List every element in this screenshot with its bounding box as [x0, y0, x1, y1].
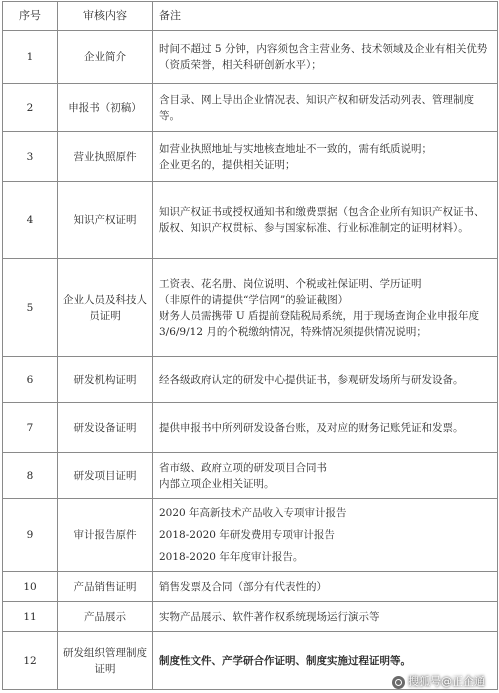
header-row: [3, 2, 498, 31]
row-index: 1: [3, 31, 58, 84]
row-item: 研发机构证明: [58, 357, 153, 403]
table-row: [3, 499, 498, 572]
row-item: 企业简介: [58, 31, 153, 84]
row-index: 12: [3, 632, 58, 690]
row-item: 产品展示: [58, 602, 153, 632]
header-audit-content: 审核内容: [58, 2, 153, 31]
row-index: 10: [3, 572, 58, 602]
row-item: 研发项目证明: [58, 453, 153, 499]
row-notes: 制度性文件、产学研合作证明、制度实施过程证明等。: [153, 632, 498, 690]
row-item: 企业人员及科技人员证明: [58, 259, 153, 357]
row-item: 申报书（初稿）: [58, 84, 153, 132]
table-row: [3, 182, 498, 259]
row-notes: 工资表、花名册、岗位说明、个税或社保证明、学历证明 （非原件的请提供“学信网”的验证截图） 财务人员需携带 U 盾提前登陆税局系统，用于现场查询企业申报年度 3/6/9/12 月的个税缴纳情况，特殊情况须提供情况说明；: [153, 259, 498, 357]
row-item: 知识产权证明: [58, 182, 153, 259]
watermark: [392, 673, 485, 689]
row-notes: 如营业执照地址与实地核查地址不一致的，需有纸质说明； 企业更名的，提供相关证明；: [153, 132, 498, 182]
row-item: 审计报告原件: [58, 499, 153, 572]
row-item: 研发组织管理制度证明: [58, 632, 153, 690]
audit-table: [2, 1, 498, 690]
header-index: 序号: [3, 2, 58, 31]
header-remarks: 备注: [153, 2, 498, 31]
row-notes: 知识产权证书或授权通知书和缴费票据（包含企业所有知识产权证书、版权、知识产权贯标、参与国家标准、行业标准制定的证明材料）。: [153, 182, 498, 259]
row-index: 6: [3, 357, 58, 403]
row-notes: 含目录、网上导出企业情况表、知识产权和研发活动列表、管理制度等。: [153, 84, 498, 132]
row-item: 营业执照原件: [58, 132, 153, 182]
table-row: [3, 84, 498, 132]
row-index: 9: [3, 499, 58, 572]
row-index: 4: [3, 182, 58, 259]
table-row: [3, 453, 498, 499]
row-notes: 实物产品展示、软件著作权系统现场运行演示等: [153, 602, 498, 632]
row-notes: 2020 年高新技术产品收入专项审计报告 2018-2020 年研发费用专项审计报告 2018-2020 年年度审计报告。: [153, 499, 498, 572]
table-row: [3, 357, 498, 403]
row-index: 3: [3, 132, 58, 182]
row-notes: 省市级、政府立项的研发项目合同书 内部立项企业相关证明。: [153, 453, 498, 499]
row-index: 2: [3, 84, 58, 132]
watermark-text: 搜狐号@正企通: [408, 675, 485, 688]
row-index: 7: [3, 403, 58, 453]
table-row: [3, 31, 498, 84]
row-index: 5: [3, 259, 58, 357]
row-item: 产品销售证明: [58, 572, 153, 602]
table-row: [3, 259, 498, 357]
row-notes: 销售发票及合同（部分有代表性的）: [153, 572, 498, 602]
row-item: 研发设备证明: [58, 403, 153, 453]
table-row: [3, 572, 498, 602]
row-notes: 经各级政府认定的研发中心提供证书，参观研发场所与研发设备。: [153, 357, 498, 403]
sohu-logo-icon: [392, 676, 405, 689]
row-index: 8: [3, 453, 58, 499]
row-notes: 提供申报书中所列研发设备台账，及对应的财务记账凭证和发票。: [153, 403, 498, 453]
row-notes: 时间不超过 5 分钟，内容须包含主营业务、技术领域及企业有相关优势（资质荣誉，相关科研创新水平）；: [153, 31, 498, 84]
table-row: [3, 403, 498, 453]
row-index: 11: [3, 602, 58, 632]
table-row: [3, 602, 498, 632]
table-row: [3, 132, 498, 182]
